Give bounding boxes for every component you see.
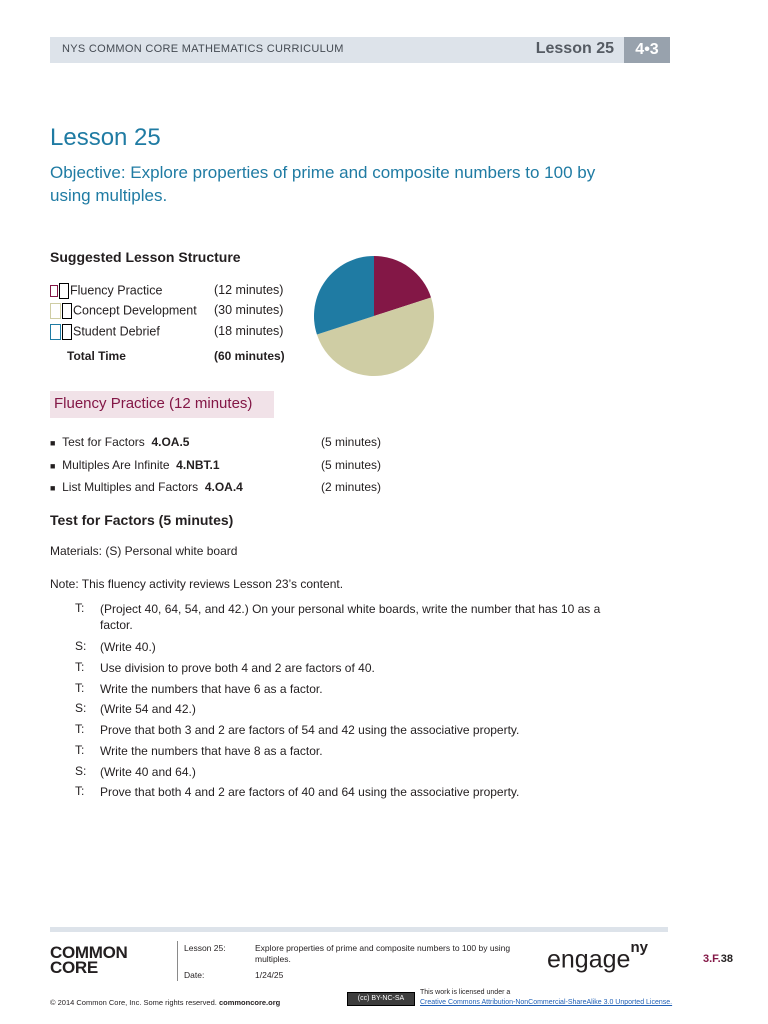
standard-code: 4.OA.5 xyxy=(151,435,190,449)
footer-date-label: Date: xyxy=(184,970,205,980)
copyright xyxy=(50,998,280,1007)
dialogue-text: factor. xyxy=(100,618,133,632)
dialogue-text: Prove that both 4 and 2 are factors of 40 and 64 using the associative property. xyxy=(100,785,520,799)
page-title: Lesson 25 xyxy=(50,124,161,151)
footer-lesson-text xyxy=(255,943,545,965)
standard-code: 4.NBT.1 xyxy=(176,458,220,472)
curriculum-header xyxy=(50,37,670,63)
common-core-logo xyxy=(50,945,128,975)
list-item xyxy=(50,458,220,472)
dialogue-text: Use division to prove both 4 and 2 are factors of 40. xyxy=(100,661,375,675)
activity-time: (5 minutes) xyxy=(321,435,382,449)
activity-name: Multiples Are Infinite xyxy=(62,458,170,472)
bullet-icon: ■ xyxy=(50,461,56,471)
checkbox-icon xyxy=(59,283,69,299)
dialogue-text: (Write 40.) xyxy=(100,640,156,654)
engage-ny-logo xyxy=(547,939,648,974)
page-prefix: 3.F. xyxy=(703,953,721,965)
license-text: This work is licensed under a xyxy=(420,989,511,996)
speaker: T: xyxy=(75,784,85,798)
speaker: S: xyxy=(75,701,87,715)
bullet-icon: ■ xyxy=(50,483,56,493)
list-item xyxy=(50,435,189,449)
structure-row xyxy=(50,283,162,299)
speaker: S: xyxy=(75,639,87,653)
logo-text: CORE xyxy=(50,958,98,977)
materials: Materials: (S) Personal white board xyxy=(50,544,238,558)
dialogue-line xyxy=(100,601,660,633)
footer-text: multiples. xyxy=(255,954,291,964)
speaker: T: xyxy=(75,601,85,615)
structure-label: Concept Development xyxy=(73,303,197,318)
activity-name: List Multiples and Factors xyxy=(62,480,199,494)
list-item xyxy=(50,480,243,494)
structure-time: (12 minutes) xyxy=(214,283,284,297)
bullet-icon: ■ xyxy=(50,438,56,448)
section-heading: Test for Factors (5 minutes) xyxy=(50,512,234,528)
curriculum-name: NYS COMMON CORE MATHEMATICS CURRICULUM xyxy=(62,43,344,55)
cc-license-badge: (cc) BY-NC-SA xyxy=(347,992,415,1006)
logo-text: COMMON xyxy=(50,943,128,962)
module-badge: 4•3 xyxy=(624,37,670,63)
color-swatch-icon xyxy=(50,303,61,319)
license-link[interactable]: Creative Commons Attribution-NonCommercial-ShareAlike 3.0 Unported License. xyxy=(420,999,673,1006)
footer-divider xyxy=(177,941,178,981)
structure-time: (18 minutes) xyxy=(214,324,284,338)
dialogue-text: (Write 54 and 42.) xyxy=(100,702,196,716)
objective xyxy=(50,161,690,207)
copyright-text: © 2014 Common Core, Inc. Some rights reserved. xyxy=(50,998,219,1007)
speaker: T: xyxy=(75,722,85,736)
structure-heading: Suggested Lesson Structure xyxy=(50,249,241,265)
structure-time: (30 minutes) xyxy=(214,303,284,317)
structure-label: Fluency Practice xyxy=(70,283,163,298)
activity-name: Test for Factors xyxy=(62,435,145,449)
activity-time: (5 minutes) xyxy=(321,458,382,472)
speaker: T: xyxy=(75,743,85,757)
objective-line: using multiples. xyxy=(50,186,168,205)
color-swatch-icon xyxy=(50,324,61,340)
checkbox-icon xyxy=(62,324,72,340)
standard-code: 4.OA.4 xyxy=(204,480,243,494)
color-swatch-icon xyxy=(50,285,58,297)
copyright-site: commoncore.org xyxy=(218,998,281,1007)
lesson-structure-pie-chart xyxy=(312,254,436,378)
total-label: Total Time xyxy=(67,349,126,363)
structure-label: Student Debrief xyxy=(73,324,160,339)
checkbox-icon xyxy=(62,303,72,319)
page-number xyxy=(703,953,733,965)
fluency-heading: Fluency Practice (12 minutes) xyxy=(54,395,253,412)
logo-text: ny xyxy=(630,939,648,956)
note: Note: This fluency activity reviews Lesson 23’s content. xyxy=(50,577,344,591)
dialogue-text: Prove that both 3 and 2 are factors of 54 and 42 using the associative property. xyxy=(100,723,520,737)
fluency-heading-bar xyxy=(50,391,274,418)
speaker: T: xyxy=(75,660,85,674)
dialogue-text: (Write 40 and 64.) xyxy=(100,765,196,779)
logo-text: engage xyxy=(547,945,631,974)
activity-time: (2 minutes) xyxy=(321,480,382,494)
dialogue-text: Write the numbers that have 8 as a factor. xyxy=(100,744,323,758)
total-time: (60 minutes) xyxy=(214,349,285,363)
footer-text: Explore properties of prime and composite numbers to 100 by using xyxy=(255,943,511,953)
speaker: S: xyxy=(75,764,87,778)
structure-row xyxy=(50,324,160,340)
dialogue-text: Write the numbers that have 6 as a factor. xyxy=(100,682,323,696)
footer-rule xyxy=(50,927,668,932)
page-num: 38 xyxy=(720,953,733,965)
structure-row xyxy=(50,303,197,319)
speaker: T: xyxy=(75,681,85,695)
objective-line: Objective: Explore properties of prime and composite numbers to 100 by xyxy=(50,163,596,182)
footer-date: 1/24/25 xyxy=(255,970,284,980)
header-lesson: Lesson 25 xyxy=(535,40,614,57)
dialogue-text: (Project 40, 64, 54, and 42.) On your personal white boards, write the number that has 10 as a xyxy=(100,602,601,616)
footer-lesson-label: Lesson 25: xyxy=(184,943,226,953)
